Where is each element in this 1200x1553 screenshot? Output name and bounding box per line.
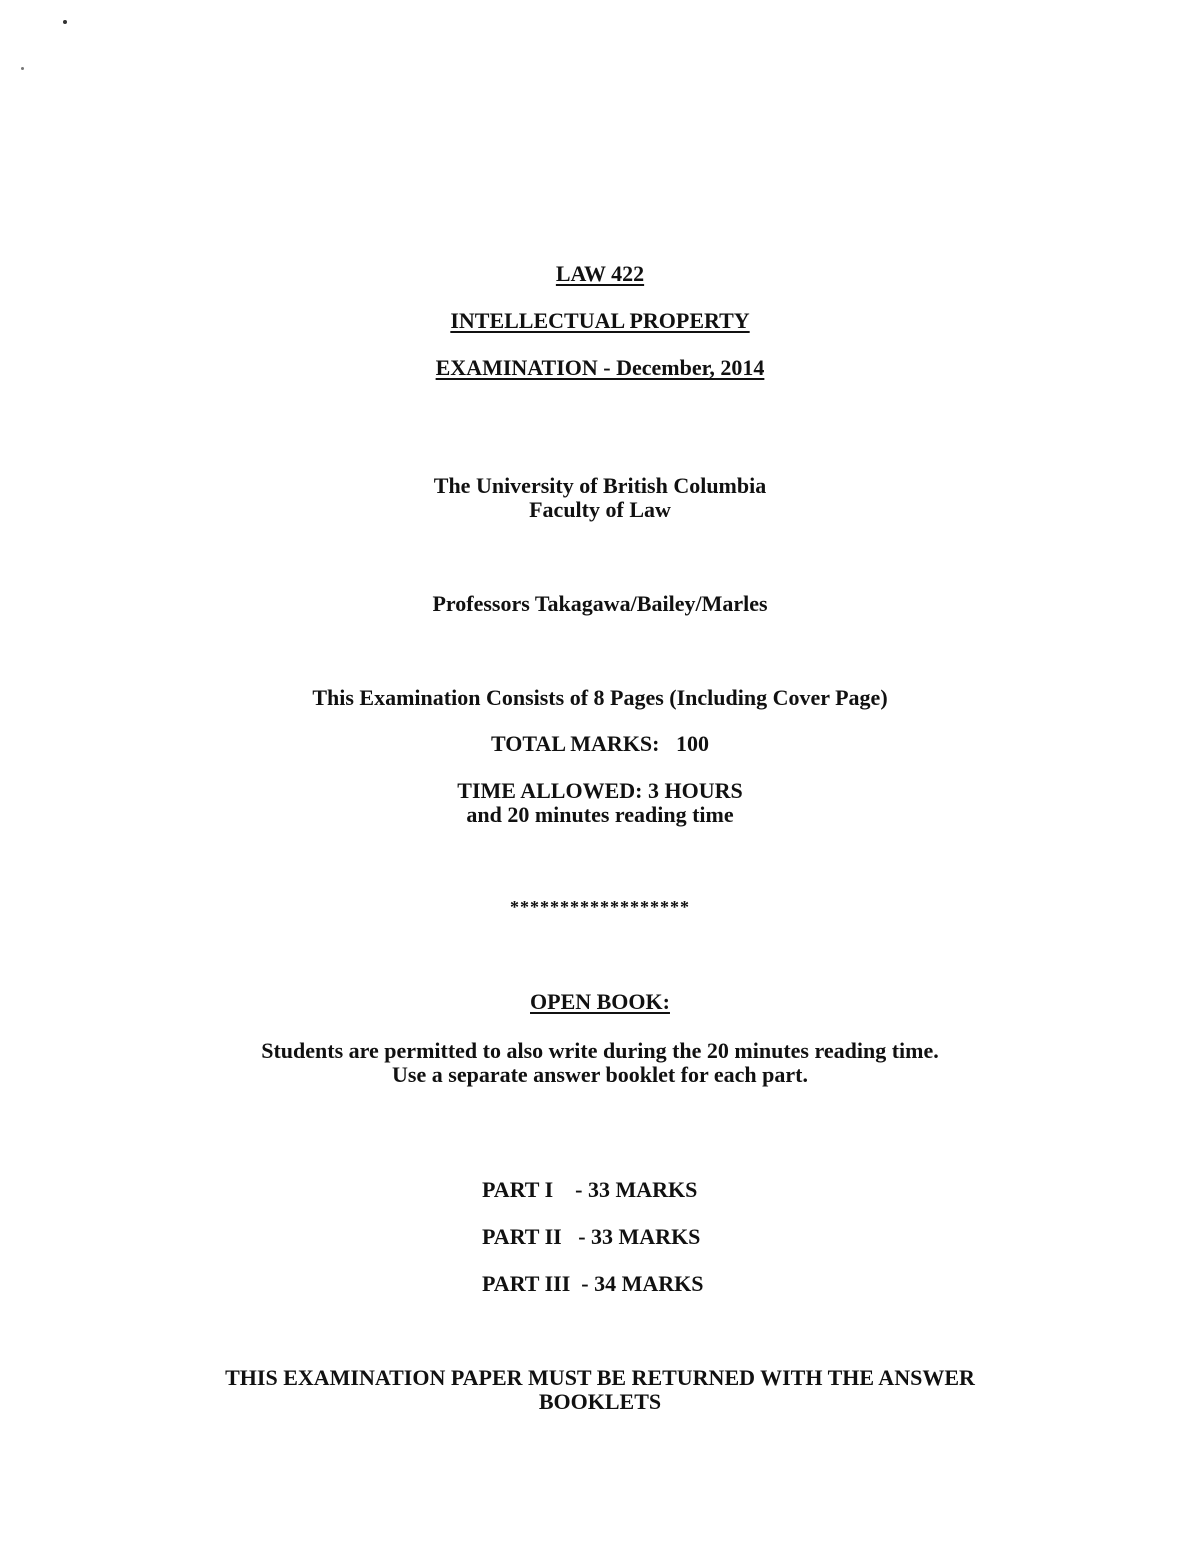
return-notice-continued: BOOKLETS xyxy=(538,1389,662,1414)
part-marks: PART I - 33 MARKS xyxy=(482,1177,698,1202)
time-allowed: TIME ALLOWED: 3 HOURS xyxy=(457,778,743,803)
faculty-name: Faculty of Law xyxy=(529,497,671,522)
open-book-heading: OPEN BOOK: xyxy=(530,989,670,1014)
scan-speck xyxy=(63,20,67,24)
answer-booklet-instruction: Use a separate answer booklet for each part. xyxy=(392,1062,808,1087)
page-count: This Examination Consists of 8 Pages (Including Cover Page) xyxy=(312,685,888,710)
course-title: INTELLECTUAL PROPERTY xyxy=(450,308,750,333)
exam-date: EXAMINATION - December, 2014 xyxy=(435,355,765,380)
part-marks: PART II - 33 MARKS xyxy=(482,1224,701,1249)
university-name: The University of British Columbia xyxy=(433,473,767,498)
open-book-instruction: Students are permitted to also write during the 20 minutes reading time. xyxy=(261,1038,939,1063)
separator-stars: ****************** xyxy=(510,897,690,917)
scan-speck xyxy=(21,67,24,70)
reading-time: and 20 minutes reading time xyxy=(466,802,734,827)
professors: Professors Takagawa/Bailey/Marles xyxy=(432,591,768,616)
return-notice: THIS EXAMINATION PAPER MUST BE RETURNED WITH THE ANSWER xyxy=(225,1365,975,1390)
total-marks: TOTAL MARKS: 100 xyxy=(491,731,709,756)
course-code: LAW 422 xyxy=(555,261,645,286)
part-marks: PART III - 34 MARKS xyxy=(482,1271,704,1296)
